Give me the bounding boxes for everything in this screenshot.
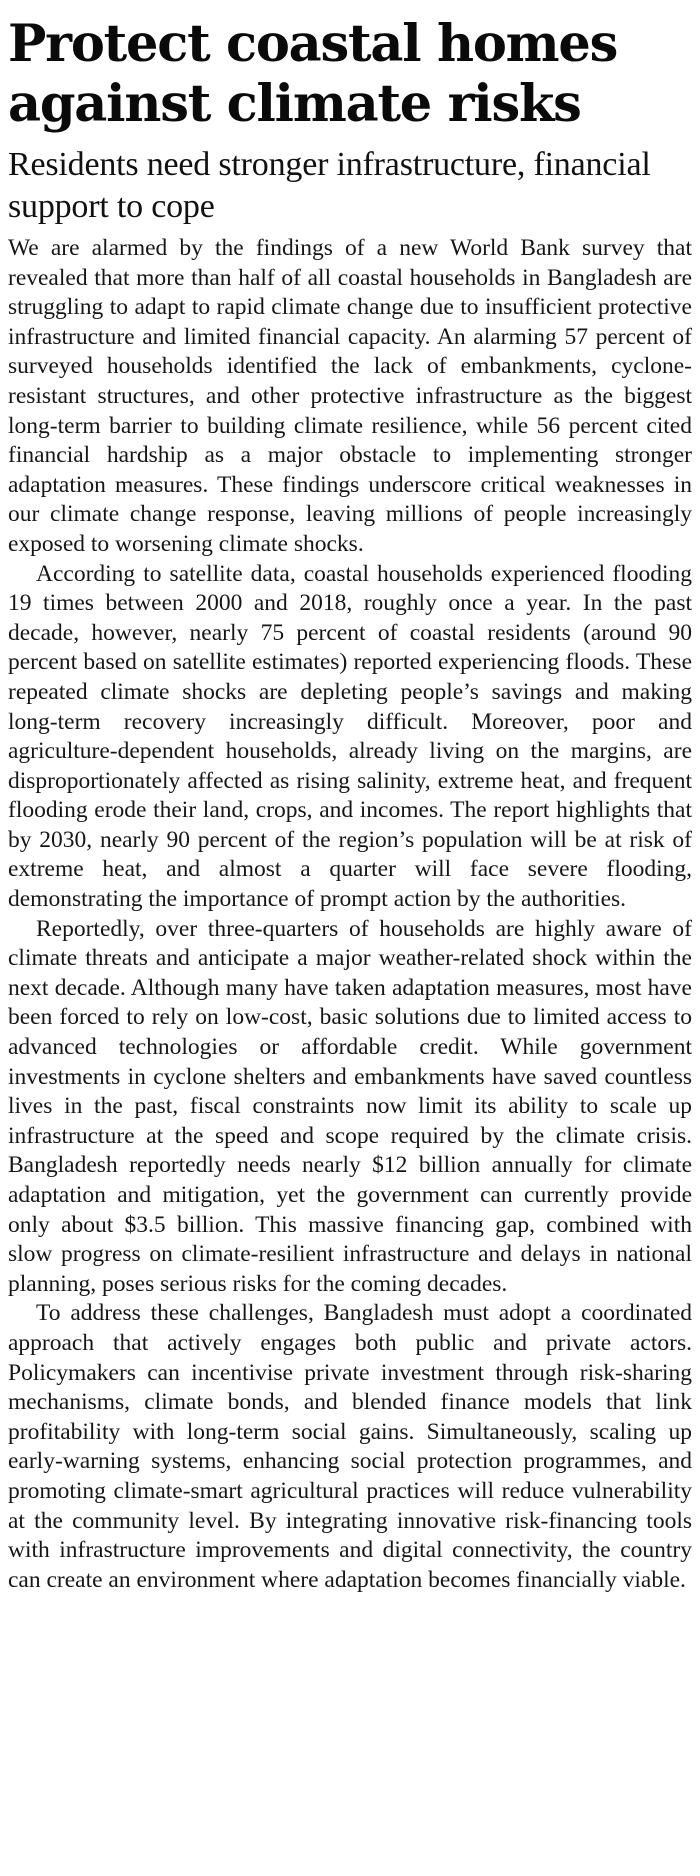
body-paragraph: According to satellite data, coastal households experienced flooding 19 times between 2000 and 2018, roughly once a year. In the past decade, however, nearly 75 percent of coastal residents (around 90 percent based on satellite estimates) reported experiencing floods. These repeated climate shocks are depleting people’s savings and making long-term recovery increasingly difficult. Moreover, poor and agriculture-dependent households, already living on the margins, are disproportionately affected as rising salinity, extreme heat, and frequent flooding erode their land, crops, and incomes. The report highlights that by 2030, nearly 90 percent of the region’s population will be at risk of extreme heat, and almost a quarter will face severe flooding, demonstrating the importance of prompt action by the authorities. (8, 560, 692, 913)
body-paragraph: We are alarmed by the findings of a new World Bank survey that revealed that more than half of all coastal households in Bangladesh are struggling to adapt to rapid climate change due to insufficient protective infrastructure and limited financial capacity. An alarming 57 percent of surveyed households identified the lack of embankments, cyclone-resistant structures, and other protective infrastructure as the biggest long-term barrier to building climate resilience, while 56 percent cited financial hardship as a major obstacle to implementing stronger adaptation measures. These findings underscore critical weaknesses in our climate change response, leaving millions of people increasingly exposed to worsening climate shocks. (8, 235, 692, 557)
subheadline: Residents need stronger infrastructure, financial support to cope (8, 146, 651, 225)
body-paragraph: To address these challenges, Bangladesh must adopt a coordinated approach that actively engages both public and private actors. Policymakers can incentivise private investment through risk-sharing mechanisms, climate bonds, and blended finance models that link profitability with long-term social gains. Simultaneously, scaling up early-warning systems, enhancing social protection programmes, and promoting climate-smart agricultural practices will reduce vulnerability at the community level. By integrating innovative risk-financing tools with infrastructure improvements and digital connectivity, the country can create an environment where adaptation becomes financially viable. (8, 1300, 692, 1593)
headline: Protect coastal homes against climate risks (8, 14, 618, 134)
article-body (8, 234, 692, 1595)
body-paragraph: Reportedly, over three-quarters of households are highly aware of climate threats and anticipate a major weather-related shock within the next decade. Although many have taken adaptation measures, most have been forced to rely on low-cost, basic solutions due to limited access to advanced technologies or affordable credit. While government investments in cyclone shelters and embankments have saved countless lives in the past, fiscal constraints now limit its ability to scale up infrastructure at the speed and scope required by the climate crisis. Bangladesh reportedly needs nearly $12 billion annually for climate adaptation and mitigation, yet the government can currently provide only about $3.5 billion. This massive financing gap, combined with slow progress on climate-resilient infrastructure and delays in national planning, poses serious risks for the coming decades. (8, 915, 692, 1297)
